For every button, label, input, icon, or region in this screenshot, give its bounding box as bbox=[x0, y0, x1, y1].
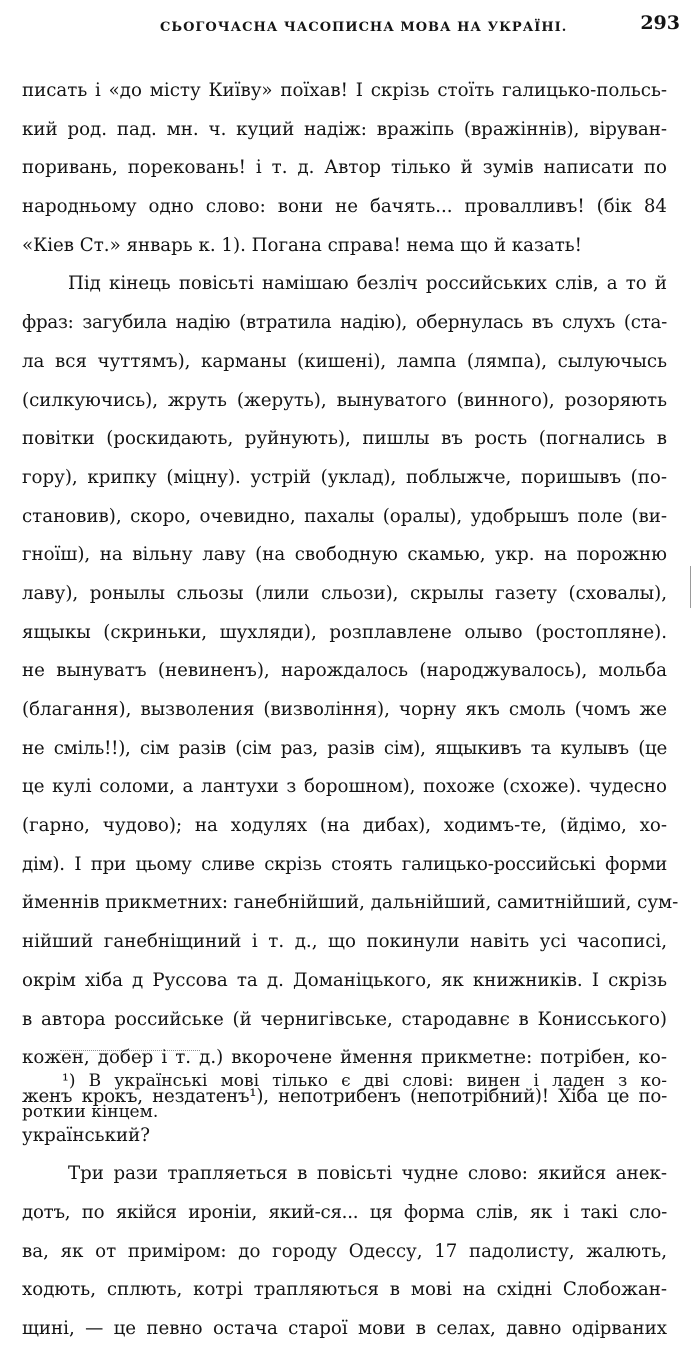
text-line: дім). І при цьому сливе скрізь стоять галицько-российські форми bbox=[22, 853, 667, 875]
paragraph-first-line: Три рази трапляеться в повісьті чудне слово: якийся анек- bbox=[68, 1163, 667, 1185]
footnote-line: ¹) В українські мові тілько є дві слові: винен і ладен з ко- bbox=[62, 1071, 667, 1091]
text-line: гноїш), на вільну лаву (на свободную скамью, укр. на порожню bbox=[22, 544, 667, 566]
text-line: становив), скоро, очевидно, пахалы (оралы), удобрышъ поле (ви- bbox=[22, 505, 667, 527]
text-line: не вынуватъ (невиненъ), нарождалось (народжувалось), мольба bbox=[22, 660, 667, 682]
text-line: не сміль!!), сім разів (сім раз, разів сім), ящыкивъ та кулывъ (це bbox=[22, 737, 667, 759]
text-line: кожен, добер і т. д.) вкорочене ймення прикметне: потрібен, ко- bbox=[22, 1047, 667, 1069]
margin-mark bbox=[690, 566, 691, 608]
text-line: дотъ, по якійся ироніи, який-ся... ця форма слів, як і такі сло- bbox=[22, 1201, 667, 1223]
text-line: йменнів прикметних: ганебнійший, дальнійший, самитнійший, сум- bbox=[22, 892, 679, 914]
text-line: (благання), вызволения (визвоління), чорну якъ смоль (чомъ же bbox=[22, 699, 667, 720]
text-line: лаву), ронылы сльозы (лили сльози), скрылы газету (сховалы), bbox=[22, 582, 667, 604]
text-line: «Кіев Ст.» январь к. 1). Погана справа! нема що й казать! bbox=[22, 234, 582, 256]
text-line: ходють, сплють, котрі трапляються в мові на східні Слобожан- bbox=[22, 1279, 667, 1301]
text-line: женъ крокъ, нездатенъ¹), непотрибенъ (непотрібний)! Хіба це по- bbox=[22, 1085, 667, 1107]
text-line: український? bbox=[22, 1124, 150, 1146]
text-line: (гарно, чудово); на ходулях (на дибах), ходимъ-те, (йдімо, хо- bbox=[22, 815, 667, 837]
paragraph-first-line: Під кінець повісьті намішаю безліч российських слів, а то й bbox=[68, 273, 667, 295]
body-text bbox=[22, 72, 679, 1349]
text-line: писать і «до місту Київу» поїхав! І скрізь стоїть галицько-польсь- bbox=[22, 80, 667, 101]
page-number: 293 bbox=[640, 12, 680, 34]
footnote-line: роткии кінцем. bbox=[22, 1102, 159, 1122]
text-line: щині, — це певно остача старої мови в селах, давно одірваних bbox=[22, 1318, 667, 1339]
text-line: повітки (роскидають, руйнують), пишлы въ рость (погнались в bbox=[22, 428, 667, 450]
text-line: в автора российське (й чернигівське, стародавнє в Конисського) bbox=[22, 1008, 667, 1030]
text-line: (силкуючись), жруть (жеруть), вынуватого (винного), розоряють bbox=[22, 389, 667, 411]
text-line: фраз: загубила надію (втратила надію), обернулась въ слухъ (ста- bbox=[22, 312, 667, 334]
footnote bbox=[22, 1066, 667, 1128]
text-line: нійший ганебніщиний і т. д., що покинули навіть усі часописі, bbox=[22, 931, 667, 953]
text-line: ва, як от примірoм: до городу Одессу, 17 падолисту, жалють, bbox=[22, 1240, 667, 1262]
footnote-separator bbox=[60, 1050, 200, 1051]
text-line: це кулі соломи, а лантухи з борошном), похоже (схоже). чудесно bbox=[22, 776, 667, 798]
text-line: поривань, порековань! і т. д. Автор тілько й зумів написати по bbox=[22, 157, 667, 179]
text-line: ящыкы (скриньки, шухляди), розплавлене олыво (ростопляне). bbox=[22, 621, 667, 643]
text-line: окрім хіба д Руссова та д. Доманіцького, як книжників. І скрізь bbox=[22, 969, 667, 991]
text-line: гору), крипку (міцну). устрій (уклад), поблыжче, поришывъ (по- bbox=[22, 466, 667, 488]
text-line: ла вся чуттямъ), карманы (кишені), лампа (лямпа), сылуючысь bbox=[22, 350, 667, 372]
text-line: народньому одно слово: вони не бачять... провалливъ! (бік 84 bbox=[22, 196, 667, 218]
text-line: кий род. пад. мн. ч. куций надіж: вражіпь (вражіннів), віруван- bbox=[22, 118, 667, 140]
running-head: СЬОГОЧАСНА ЧАСОПИСНА МОВА НА УКРАЇНІ. bbox=[160, 20, 568, 35]
